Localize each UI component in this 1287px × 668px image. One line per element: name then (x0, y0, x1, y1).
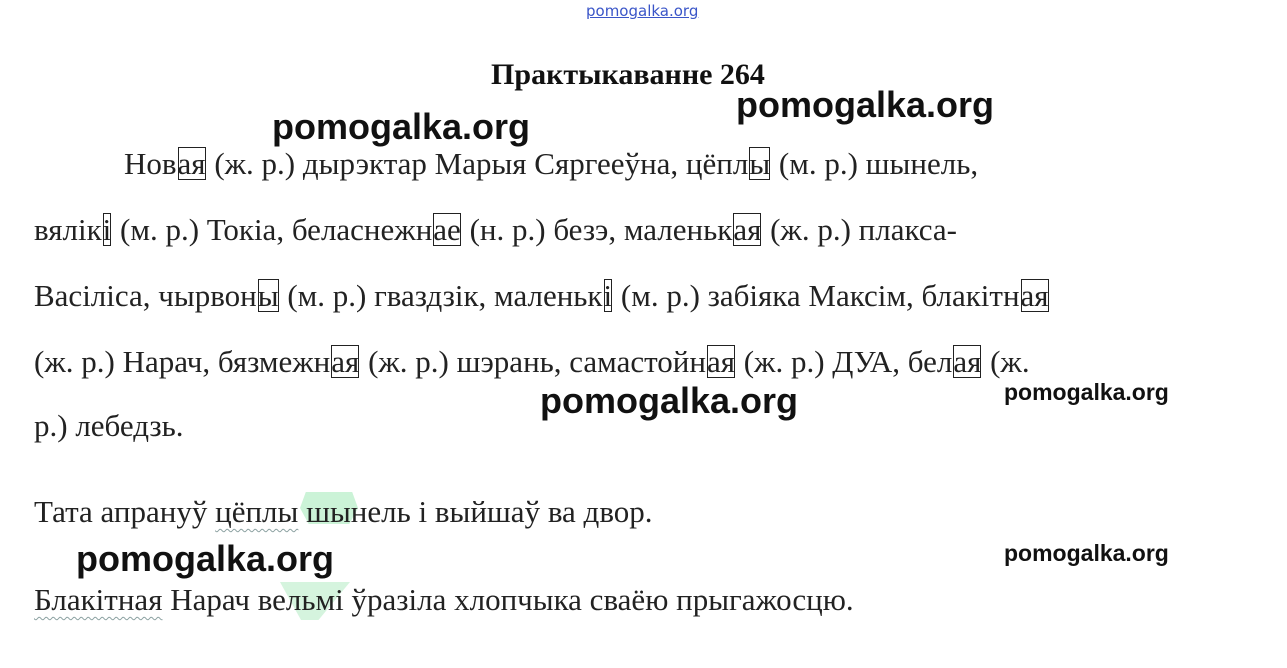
site-link-top[interactable]: pomogalka.org (586, 2, 699, 20)
text-segment: Васіліса, чырвон (34, 278, 257, 313)
text-line-1 (124, 146, 978, 182)
boxed-ending: ы (749, 146, 771, 181)
text-segment: (м. р.) гваздзік, маленьк (279, 278, 603, 313)
text-line-3 (34, 278, 1050, 314)
text-segment: (ж. р.) ДУА, бел (735, 344, 953, 379)
text-segment: (ж. р.) плакса- (762, 212, 958, 247)
text-segment: (н. р.) безэ, маленьк (461, 212, 733, 247)
text-segment: (ж. (982, 344, 1030, 379)
text-segment: шынель і выйшаў ва двор. (298, 494, 653, 529)
underlined-word: Блакітная (34, 582, 163, 617)
boxed-ending: ая (733, 212, 762, 247)
boxed-ending: ая (331, 344, 360, 379)
text-line-2 (34, 212, 957, 248)
boxed-ending: ая (177, 146, 206, 181)
text-segment: Нов (124, 146, 177, 181)
text-segment: Нарач вельмі ўразіла хлопчыка сваёю прыгажосцю. (162, 582, 854, 617)
text-line-4 (34, 344, 1030, 380)
example-sentence-1 (34, 494, 653, 530)
boxed-ending: ы (257, 278, 279, 313)
text-segment: (ж. р.) дырэктар Марыя Сяргееўна, цёпл (206, 146, 749, 181)
watermark: pomogalka.org (1004, 379, 1169, 405)
text-segment: (м. р.) забіяка Максім, блакітн (613, 278, 1020, 313)
text-segment: (ж. р.) шэрань, самастойн (360, 344, 706, 379)
watermark: pomogalka.org (1004, 540, 1169, 566)
page-title: Практыкаванне 264 (491, 58, 765, 91)
underlined-word: цёплы (215, 494, 299, 529)
watermark: pomogalka.org (540, 380, 799, 421)
text-segment: (ж. р.) Нарач, бязмежн (34, 344, 331, 379)
text-segment: р.) лебедзь. (34, 408, 184, 443)
boxed-ending: і (603, 278, 613, 313)
text-segment: (м. р.) шынель, (771, 146, 979, 181)
text-segment: Тата апрануў (34, 494, 216, 529)
boxed-ending: ая (953, 344, 982, 379)
boxed-ending: ая (1020, 278, 1049, 313)
watermark: pomogalka.org (272, 106, 531, 147)
text-line-5 (34, 408, 184, 444)
watermark: pomogalka.org (76, 538, 335, 579)
text-segment: вялік (34, 212, 102, 247)
boxed-ending: і (102, 212, 112, 247)
example-sentence-2 (34, 582, 854, 618)
boxed-ending: ая (706, 344, 735, 379)
boxed-ending: ае (433, 212, 461, 247)
watermark: pomogalka.org (736, 84, 995, 125)
text-segment: (м. р.) Токіа, беласнежн (112, 212, 433, 247)
